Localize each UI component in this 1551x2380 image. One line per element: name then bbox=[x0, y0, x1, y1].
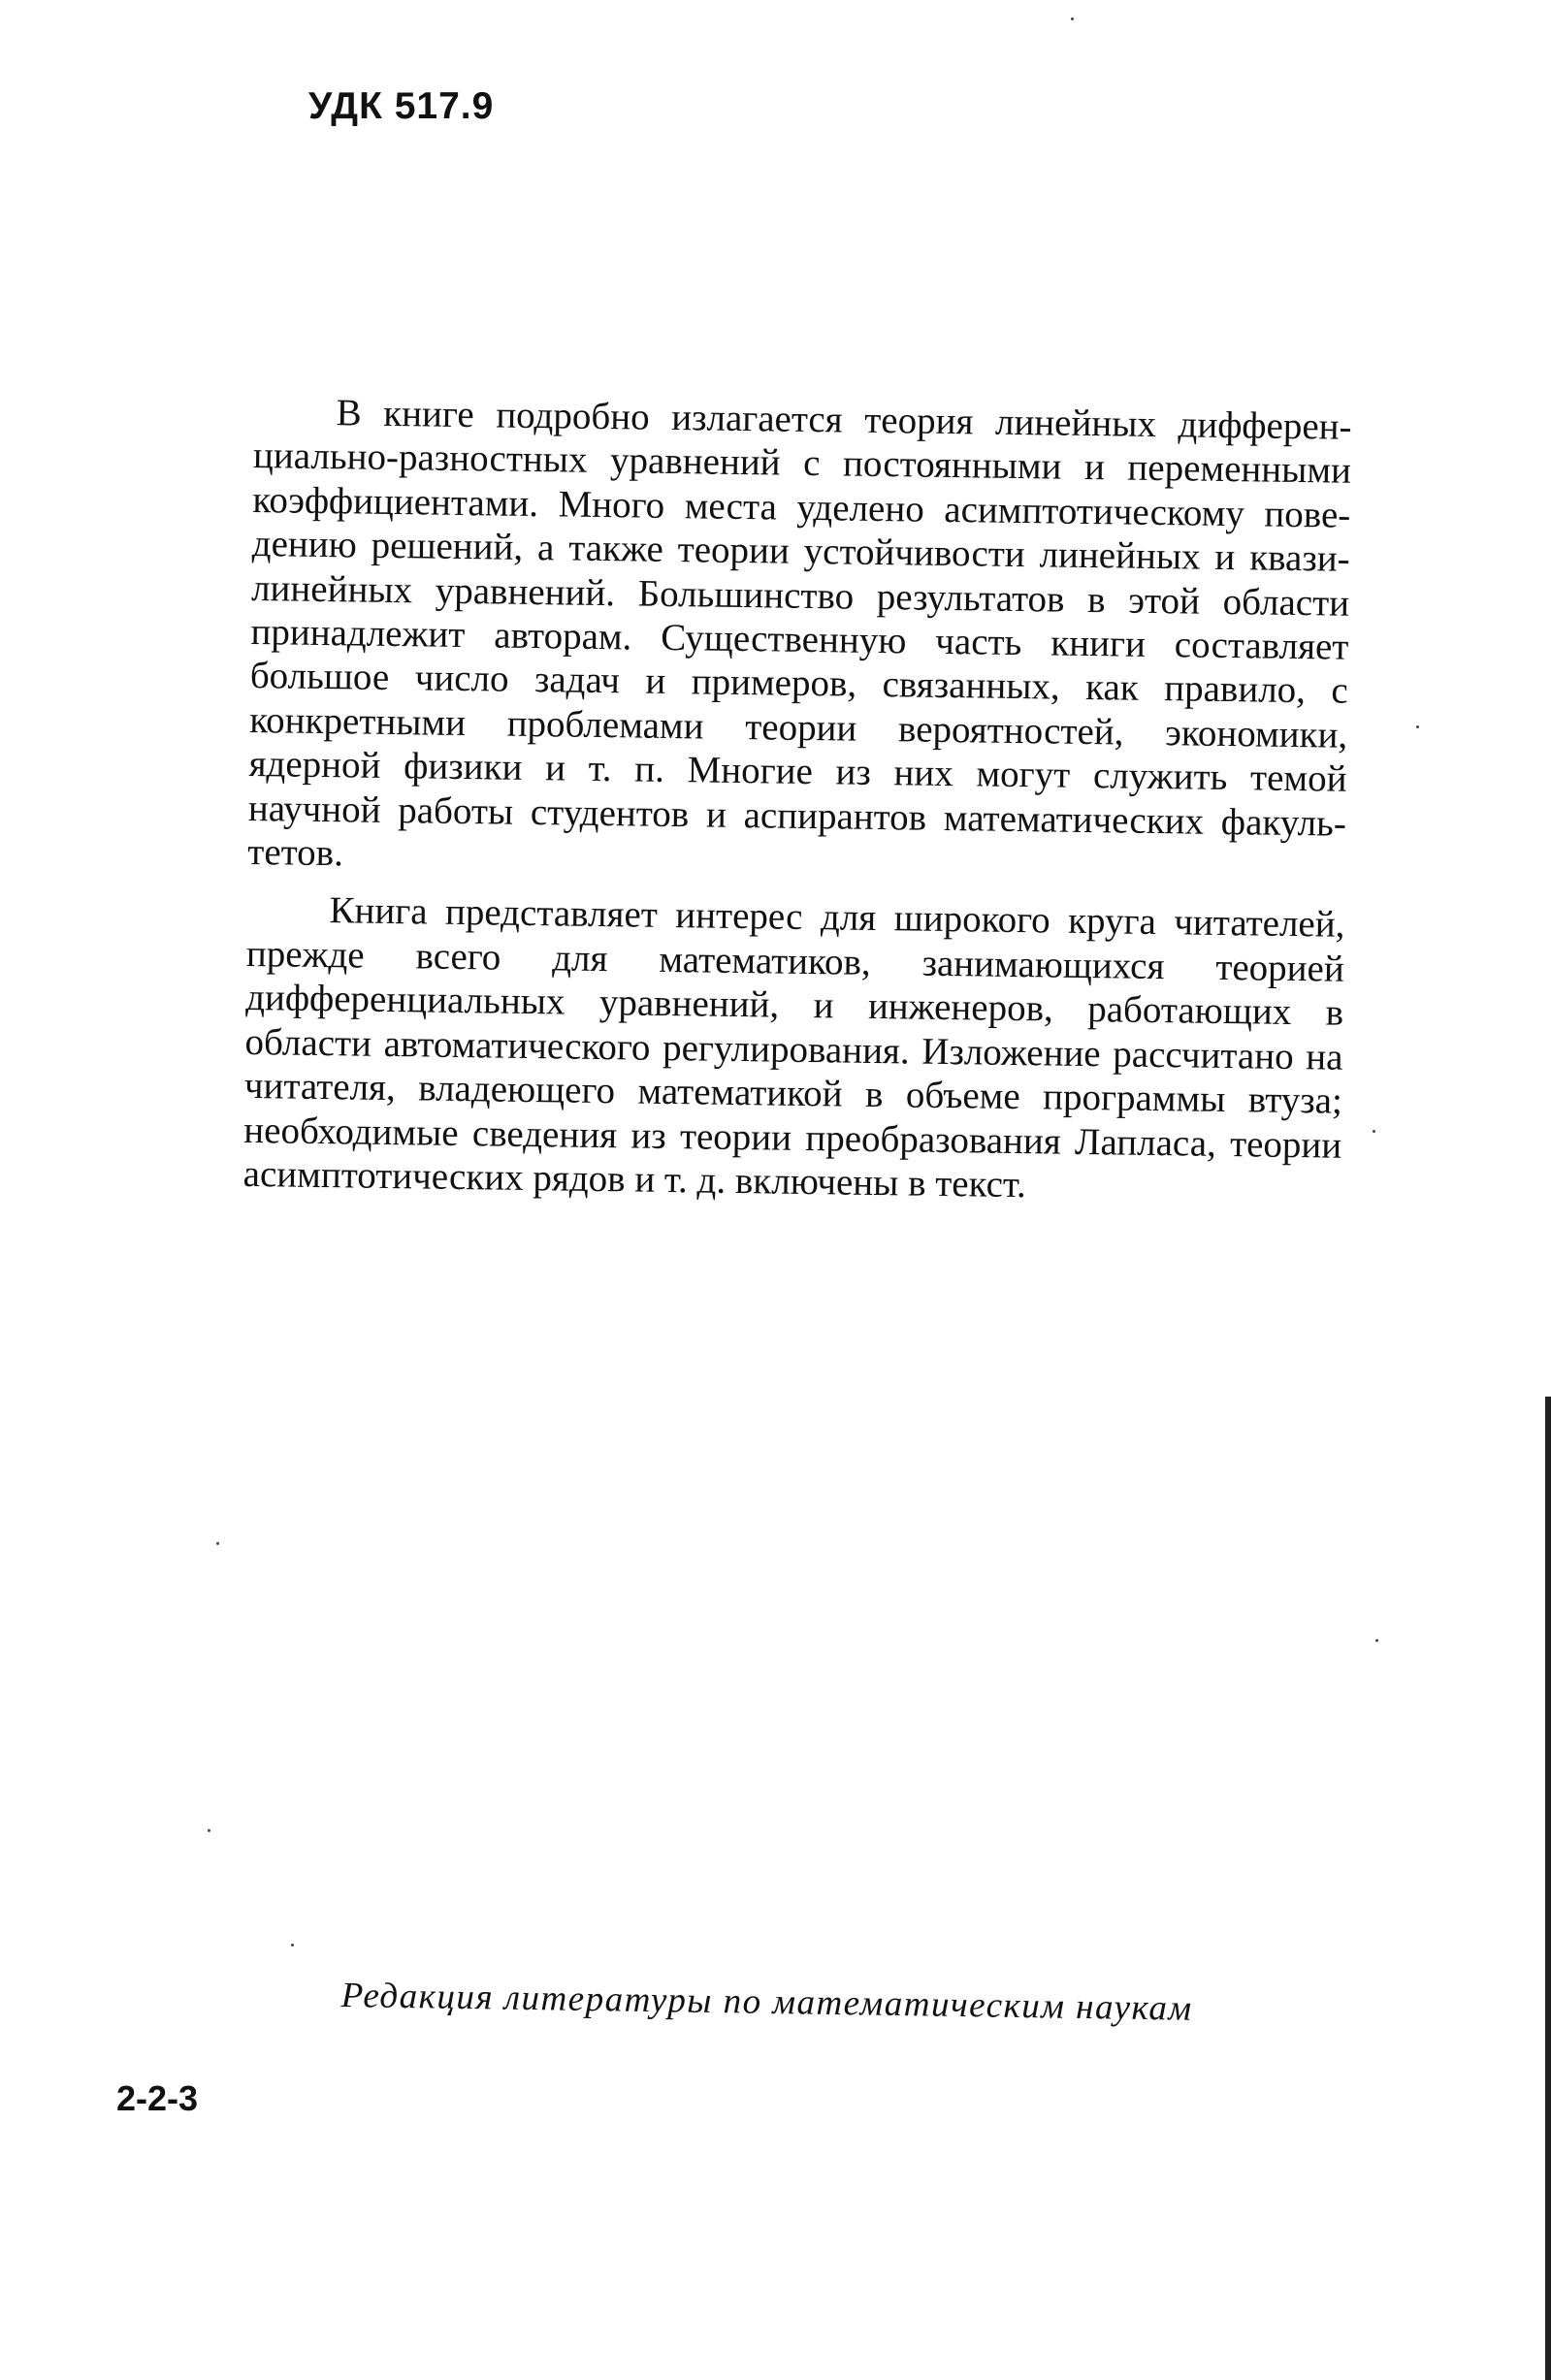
print-speck bbox=[1375, 1639, 1378, 1642]
print-speck bbox=[216, 1542, 219, 1545]
editorial-office: Редакция литературы по математическим наукам bbox=[340, 1975, 1193, 2029]
catalog-code: 2-2-3 bbox=[116, 2078, 199, 2118]
book-abstract bbox=[242, 390, 1351, 1211]
print-speck bbox=[1416, 725, 1419, 728]
print-speck bbox=[208, 1829, 210, 1832]
abstract-paragraph-1: В книге подробно излагается теория линейных дифференциально-разностных уравнений с постоянными и переменными коэффициентами. Много места уделено асимптотическому поведению решений, а также теории устойчивости линейных и квазилинейных уравнений. Большинство результатов в этой области принадлежит авторам. Существенную часть книги составляет большое число задач и примеров, связанных, как правило, с конкретными проблемами теории вероятностей, экономики, ядерной физики и т. п. Многие из них могут служить темой научной работы студентов и аспирантов математических факультетов. bbox=[247, 392, 1352, 875]
print-speck bbox=[1373, 1130, 1375, 1133]
print-speck bbox=[291, 1944, 294, 1946]
abstract-paragraph-2: Книга представляет интерес для широкого круга читателей, прежде всего для математиков, занимающихся теорией дифференциальных уравнений, и инженеров, работающих в области автоматического регулирования. Изложение рассчитано на читателя, владеющего математикой в объеме программы втуза; необходимые сведения из теории преобразования Лапласа, теории асимптотических рядов и т. д. включены в текст. bbox=[242, 889, 1345, 1206]
udk-classification: УДК 517.9 bbox=[308, 85, 495, 127]
print-speck bbox=[1071, 17, 1074, 20]
page-edge-shadow bbox=[1545, 1397, 1551, 2380]
